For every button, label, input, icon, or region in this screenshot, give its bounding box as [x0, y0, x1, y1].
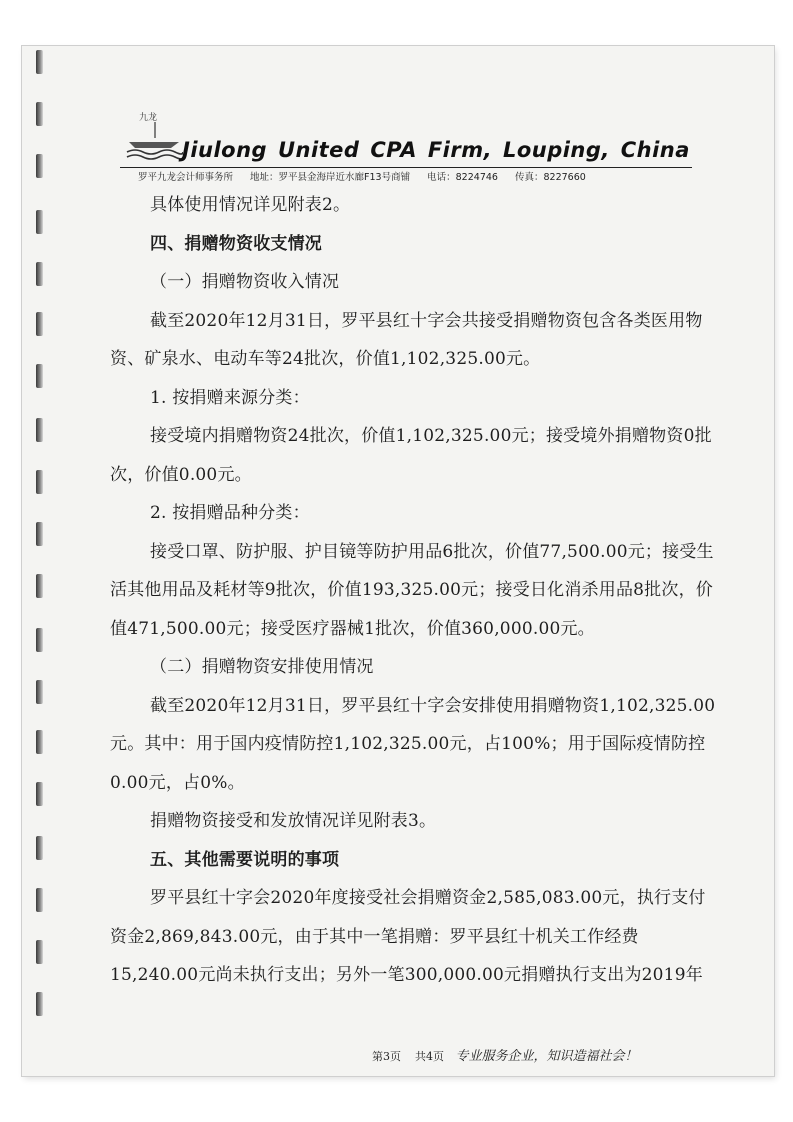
paragraph: 具体使用情况详见附表2。	[150, 195, 351, 215]
firm-address: 地址：罗平县金海岸近水廊F13号商铺	[250, 172, 411, 183]
page-number: 第3页	[372, 1050, 401, 1063]
paragraph: 接受境内捐赠物资24批次，价值1,102,325.00元；接受境外捐赠物资0批次，价值0.00元。	[110, 426, 712, 485]
firm-phone: 电话：8224746	[427, 172, 498, 183]
binder-hole	[36, 888, 43, 912]
firm-word: CPA	[370, 138, 417, 162]
binder-hole	[36, 940, 43, 964]
binder-hole	[36, 102, 43, 126]
document-body	[110, 186, 720, 995]
binder-hole	[36, 522, 43, 546]
binder-hole	[36, 628, 43, 652]
paragraph: 截至2020年12月31日，罗平县红十字会共接受捐赠物资包含各类医用物资、矿泉水、电动车等24批次，价值1,102,325.00元。	[110, 310, 703, 369]
list-item: 2. 按捐赠品种分类：	[150, 503, 310, 523]
logo-glyph: 九龙	[139, 113, 158, 123]
firm-logo	[125, 108, 183, 162]
paragraph: 捐赠物资接受和发放情况详见附表3。	[150, 811, 437, 831]
binder-hole	[36, 312, 43, 336]
firm-word: Louping,	[502, 138, 610, 162]
section-heading: 五、其他需要说明的事项	[150, 849, 340, 870]
binder-hole	[36, 364, 43, 388]
binder-hole	[36, 262, 43, 286]
binder-hole	[36, 992, 43, 1016]
firm-word: Firm,	[427, 138, 493, 162]
binder-hole	[36, 574, 43, 598]
firm-fax: 传真：8227660	[514, 172, 586, 183]
firm-name-en	[182, 138, 690, 168]
binder-hole	[36, 730, 43, 754]
header-divider	[120, 167, 692, 168]
binder-hole	[36, 470, 43, 494]
firm-word: Jiulong	[182, 138, 268, 162]
page-total: 共4页	[415, 1050, 444, 1063]
subsection-heading: （二）捐赠物资安排使用情况	[150, 657, 374, 677]
firm-motto: 专业服务企业，知识造福社会！	[455, 1049, 638, 1064]
firm-word: China	[620, 138, 690, 162]
paragraph: 截至2020年12月31日，罗平县红十字会安排使用捐赠物资1,102,325.00元。其中：用于国内疫情防控1,102,325.00元，占100%；用于国际疫情防控0.00元，占0%。	[110, 695, 716, 793]
binder-hole	[36, 50, 43, 74]
firm-contact-line	[138, 169, 698, 185]
binder-hole	[36, 154, 43, 178]
binder-hole	[36, 418, 43, 442]
binder-hole	[36, 210, 43, 234]
section-heading: 四、捐赠物资收支情况	[150, 233, 322, 254]
binder-hole	[36, 680, 43, 704]
binder-hole	[36, 836, 43, 860]
subsection-heading: （一）捐赠物资收入情况	[150, 272, 340, 292]
paragraph: 罗平县红十字会2020年度接受社会捐赠资金2,585,083.00元，执行支付资金2,869,843.00元，由于其中一笔捐赠：罗平县红十机关工作经费15,240.00元尚未执行支出；另外一笔300,000.00元捐赠执行支出为2019年	[110, 888, 706, 985]
firm-name-cn: 罗平九龙会计师事务所	[138, 172, 234, 183]
firm-word: United	[277, 138, 360, 162]
binder-holes	[34, 50, 50, 1070]
page-footer	[372, 1045, 712, 1065]
paragraph: 接受口罩、防护服、护目镜等防护用品6批次，价值77,500.00元；接受生活其他用品及耗材等9批次，价值193,325.00元；接受日化消杀用品8批次，价值471,500.00元；接受医疗器械1批次，价值360,000.00元。	[110, 541, 714, 639]
list-item: 1. 按捐赠来源分类：	[150, 387, 310, 408]
binder-hole	[36, 782, 43, 806]
